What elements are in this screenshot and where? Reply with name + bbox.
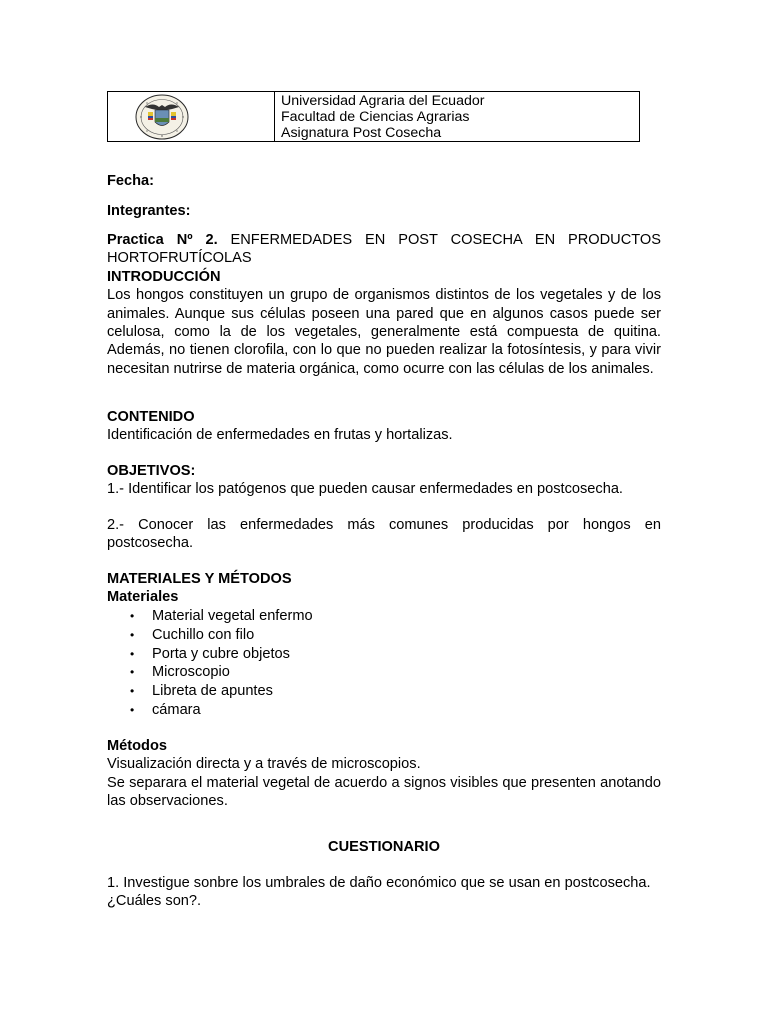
list-item: • Libreta de apuntes — [130, 683, 273, 700]
list-item: • Cuchillo con filo — [130, 626, 255, 643]
metodos-line2: Se separara el material vegetal de acuerdo a signos visibles que presenten anotando las observaciones. — [107, 774, 661, 810]
faculty-name: Facultad de Ciencias Agrarias — [281, 109, 470, 126]
contenido-text: Identificación de enfermedades en frutas y hortalizas. — [107, 427, 453, 444]
metodos-block — [107, 737, 661, 811]
practica-block — [107, 231, 661, 378]
cuestionario-heading: CUESTIONARIO — [328, 839, 440, 855]
metodos-heading: Métodos — [107, 738, 167, 754]
metodos-line1: Visualización directa y a través de microscopios. — [107, 756, 421, 773]
question-1-line1: 1. Investigue sonbre los umbrales de daño económico que se usan en postcosecha. — [107, 875, 651, 891]
list-item: • Porta y cubre objetos — [130, 645, 290, 662]
header-table — [107, 91, 640, 142]
list-item: • Material vegetal enfermo — [130, 607, 313, 624]
fecha-label: Fecha: — [107, 173, 155, 189]
objetivos-heading: OBJETIVOS: — [107, 463, 196, 479]
university-seal-icon — [135, 94, 189, 140]
bullet-icon: • — [130, 684, 135, 699]
objetivo-1: 1.- Identificar los patógenos que pueden causar enfermedades en postcosecha. — [107, 481, 623, 498]
header-text-cell — [275, 92, 484, 141]
introduccion-text: Los hongos constituyen un grupo de organismos distintos de los vegetales y de los animales. Aunque sus células poseen una pared que en algunos casos puede ser celulosa, como la de los vegetales, generalmente está compuesta de quitina. Además, no tienen clorofila, con lo que no pueden realizar la fotosíntesis, y para vivir necesitan nutrirse de materia orgánica, como ocurre con las células de los animales. — [107, 287, 661, 377]
bullet-icon: • — [130, 627, 135, 642]
question-1 — [107, 874, 661, 911]
integrantes-label: Integrantes: — [107, 203, 191, 219]
bullet-icon: • — [130, 646, 135, 661]
objetivo-2: 2.- Conocer las enfermedades más comunes producidas por hongos en postcosecha. — [107, 517, 661, 552]
subject-name: Asignatura Post Cosecha — [281, 125, 442, 142]
list-item: • Microscopio — [130, 664, 230, 681]
practica-title: ENFERMEDADES EN POST COSECHA EN PRODUCTOS — [230, 232, 661, 248]
list-item: • cámara — [130, 702, 201, 719]
objetivo-2-block — [107, 516, 661, 553]
materiales-list — [107, 607, 661, 720]
header-logo-cell — [108, 92, 275, 141]
practica-prefix: Practica Nº 2. — [107, 232, 218, 248]
bullet-icon: • — [130, 608, 135, 623]
university-name: Universidad Agraria del Ecuador — [281, 93, 485, 109]
materiales-metodos-heading: MATERIALES Y MÉTODOS — [107, 571, 292, 587]
objetivos-block — [107, 462, 661, 499]
materiales-heading: Materiales — [107, 589, 179, 606]
contenido-heading: CONTENIDO — [107, 409, 195, 425]
contenido-block — [107, 408, 661, 445]
bullet-icon: • — [130, 665, 135, 680]
bullet-icon: • — [130, 703, 135, 718]
question-1-line2: ¿Cuáles son?. — [107, 893, 202, 910]
practica-title-line1 — [107, 231, 661, 249]
introduccion-heading: INTRODUCCIÓN — [107, 268, 221, 285]
materiales-metodos-block — [107, 570, 661, 720]
practica-title-line2: HORTOFRUTÍCOLAS — [107, 250, 252, 267]
